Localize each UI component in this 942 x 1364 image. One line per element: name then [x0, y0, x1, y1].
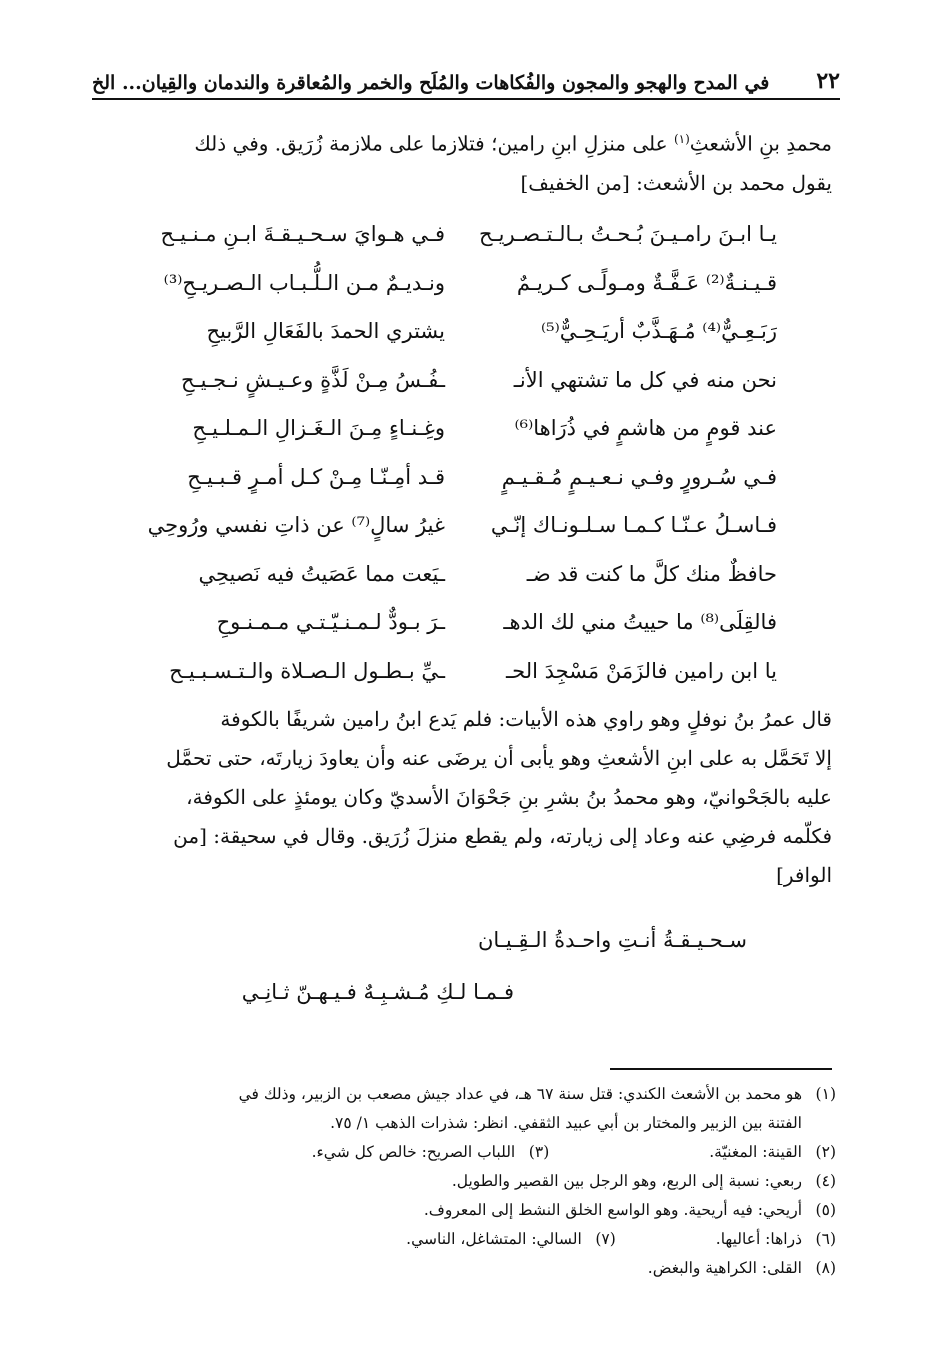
footnote-number: (٤): [815, 1172, 836, 1190]
footnote-number: (٣): [528, 1143, 550, 1161]
page-number: ٢٢: [816, 68, 840, 94]
poem-line-1: سـحـيـقـةُ أنـتِ واحـدةُ الـقِـيـان: [477, 928, 747, 952]
footnote-3: [312, 1138, 550, 1167]
footnote-number: (٧): [595, 1230, 616, 1248]
verse-hemistich-2: ـفُـسُ مِـنْ لَذَّةٍ وعـيـشٍ نـجـيـحِ: [180, 367, 445, 392]
footnote-number: (٨): [815, 1259, 836, 1277]
footnote-2: [709, 1138, 836, 1167]
verse-hemistich-2: ـرَ بـودٌّ لـمـنـيّـتـي مـمـنـوحِ: [216, 610, 445, 635]
verse: [137, 501, 777, 550]
verse: [137, 259, 777, 308]
verse-hemistich-2: غيرُ سالٍ⁽⁷⁾ عن ذاتِ نفسي ورُوحِي: [147, 513, 445, 538]
body-line: الوافر]: [776, 863, 832, 887]
footnote-separator: [610, 1068, 832, 1070]
footnote-text: الفتنة بين الزبير والمختار بن أبي عبيد الثقفي. انظر: شذرات الذهب ١/ ٧٥.: [330, 1114, 802, 1132]
footnote-text: هو محمد بن الأشعث الكندي: قتل سنة ٦٧ هـ، في عداد جيش مصعب بن الزبير، وذلك في: [238, 1085, 802, 1103]
footnotes: [96, 1080, 836, 1283]
footnote-text: ربعي: نسبة إلى الربع، وهو الرجل بين القصير والطويل.: [451, 1172, 802, 1190]
body-line: إلا تَحَمَّل به على ابنِ الأشعثِ وهو يأبى أن يرضَى عنه وأن يعاودَ زيارتَه، حتى تحمَّل: [166, 746, 832, 770]
verse-hemistich-1: عند قومٍ من هاشمٍ في ذُرَاها⁽⁶⁾: [514, 416, 777, 441]
narrative-paragraph: [92, 700, 832, 895]
intro-line1-a: محمدِ بنِ الأشعثِ: [689, 131, 832, 156]
verse-hemistich-1: قـيـنـةٌ⁽²⁾ عَـفَّـةٌ ومـولًـى كـريـمٌ: [516, 270, 777, 295]
verse-hemistich-1: فـاسـلُ عـنّـا كـمـا سـلـونـاك إنّـي: [490, 513, 777, 538]
verse: [137, 647, 777, 696]
footnote-row: [96, 1225, 836, 1254]
footnote-text: ذراها: أعاليها.: [715, 1230, 802, 1248]
verse-hemistich-2: وغِـنـاءٍ مِـنَ الـغَـزالِ الـمـلـيـحِ: [192, 416, 445, 441]
body-line: فكلّمه فرضِي عنه وعاد إلى زيارته، ولم يقطع منزلَ زُرَيق. وقال في سحيقة: [من: [173, 824, 832, 848]
verse: [137, 453, 777, 502]
verse-hemistich-2: قـد أمِـنّـا مِـنْ كـل أمـرٍ قـبـيـحِ: [187, 464, 445, 489]
footnote-6: [716, 1225, 836, 1254]
footnote-1-continued: [96, 1109, 836, 1138]
verse-hemistich-1: حافظٌ منك كلَّ ما كنت قد ضـ: [526, 561, 777, 586]
footnote-ref-1: (١): [673, 132, 690, 146]
running-header: [92, 66, 840, 100]
verse-hemistich-2: فـي هـوايَ سـحـيـقـةَ ابـنِ مـنـيـح: [160, 222, 445, 247]
verse: [137, 598, 777, 647]
footnote-number: (٢): [815, 1143, 836, 1161]
verse: [137, 550, 777, 599]
body-line: عليه بالجَحْوانيّ، وهو محمدُ بنُ بشرِ بنِ جَحْوَانَ الأسديّ وكان يومئذٍ على الكوفة،: [186, 785, 832, 809]
footnote-1: [96, 1080, 836, 1109]
verse-hemistich-2: يشتري الحمدَ بالفَعَالِ الرَّبيحِ: [206, 319, 445, 344]
verse-hemistich-2: ـيَعت مما عَصَيتُ فيه نَصيحِي: [198, 561, 445, 586]
intro-line2: يقول محمد بن الأشعث: [من الخفيف]: [520, 170, 832, 195]
poem-line-2: فـمـا لـكِ مُـشـبِـهٌ فـيـهـنّ ثـانِـي: [241, 980, 514, 1004]
footnote-4: [96, 1167, 836, 1196]
footnote-7: [406, 1225, 616, 1254]
verse-hemistich-1: فـي سُـرورٍ وفـي نـعـيـمٍ مُـقـيـمٍ: [501, 464, 777, 489]
intro-paragraph: [112, 120, 832, 203]
body-line: قال عمرُ بنُ نوفلٍ وهو راوي هذه الأبيات: فلم يَدع ابنُ رامين شريفًا بالكوفة: [220, 707, 832, 731]
verse-hemistich-1: رَبَـعِـيٌّ⁽⁴⁾ مُـهَـذَّبٌ أريَـحِـيٌّ⁽⁵⁾: [541, 319, 777, 344]
footnote-number: (٥): [815, 1201, 836, 1219]
footnote-row: [96, 1138, 836, 1167]
verse-hemistich-1: فالقِلَى⁽⁸⁾ ما حييتُ مني لك الدهـ: [503, 610, 777, 635]
footnote-text: اللباب الصريح: خالص كل شيء.: [311, 1143, 516, 1161]
verse-hemistich-2: ونـديـمٌ مـن الـلُّـبـاب الـصـريـحِ⁽³⁾: [163, 270, 445, 295]
footnote-number: (٦): [815, 1230, 836, 1248]
footnote-text: القلى: الكراهية والبغض.: [647, 1259, 802, 1277]
verse-hemistich-2: ـيِّ بـطـول الـصـلاة والـتـسـبـيـح: [169, 658, 445, 683]
footnote-text: السالي: المتشاغل، الناسي.: [406, 1230, 582, 1248]
footnote-8: [96, 1254, 836, 1283]
verse-hemistich-1: يـا ابـنَ رامـيـنَ بُـحـتُ بـالـتـصـريـح: [478, 222, 777, 247]
verse: [137, 210, 777, 259]
verse-hemistich-1: يا ابن رامين فالزَمَنْ مَسْجِدَ الحـ: [506, 658, 777, 683]
verse: [137, 307, 777, 356]
footnote-5: [96, 1196, 836, 1225]
verse: [137, 404, 777, 453]
poem-verses: [137, 210, 777, 695]
footnote-text: القينة: المغنيّة.: [709, 1143, 802, 1161]
footnote-text: أريحي: فيه أريحية. وهو الواسع الخلق النشط إلى المعروف.: [423, 1201, 802, 1219]
verse-hemistich-1: نحن منه في كل ما تشتهي الأنـ: [513, 367, 777, 392]
header-title: في المدح والهجو والمجون والفُكاهات والمُلَح والخمر والمُعاقرة والندمان والقِيان... الخ: [92, 72, 770, 94]
intro-line1-b: على منزلِ ابنِ رامين؛ فتلازما على ملازمة زُرَيق. وفي ذلك: [194, 131, 674, 156]
footnote-number: (١): [815, 1085, 836, 1103]
verse: [137, 356, 777, 405]
